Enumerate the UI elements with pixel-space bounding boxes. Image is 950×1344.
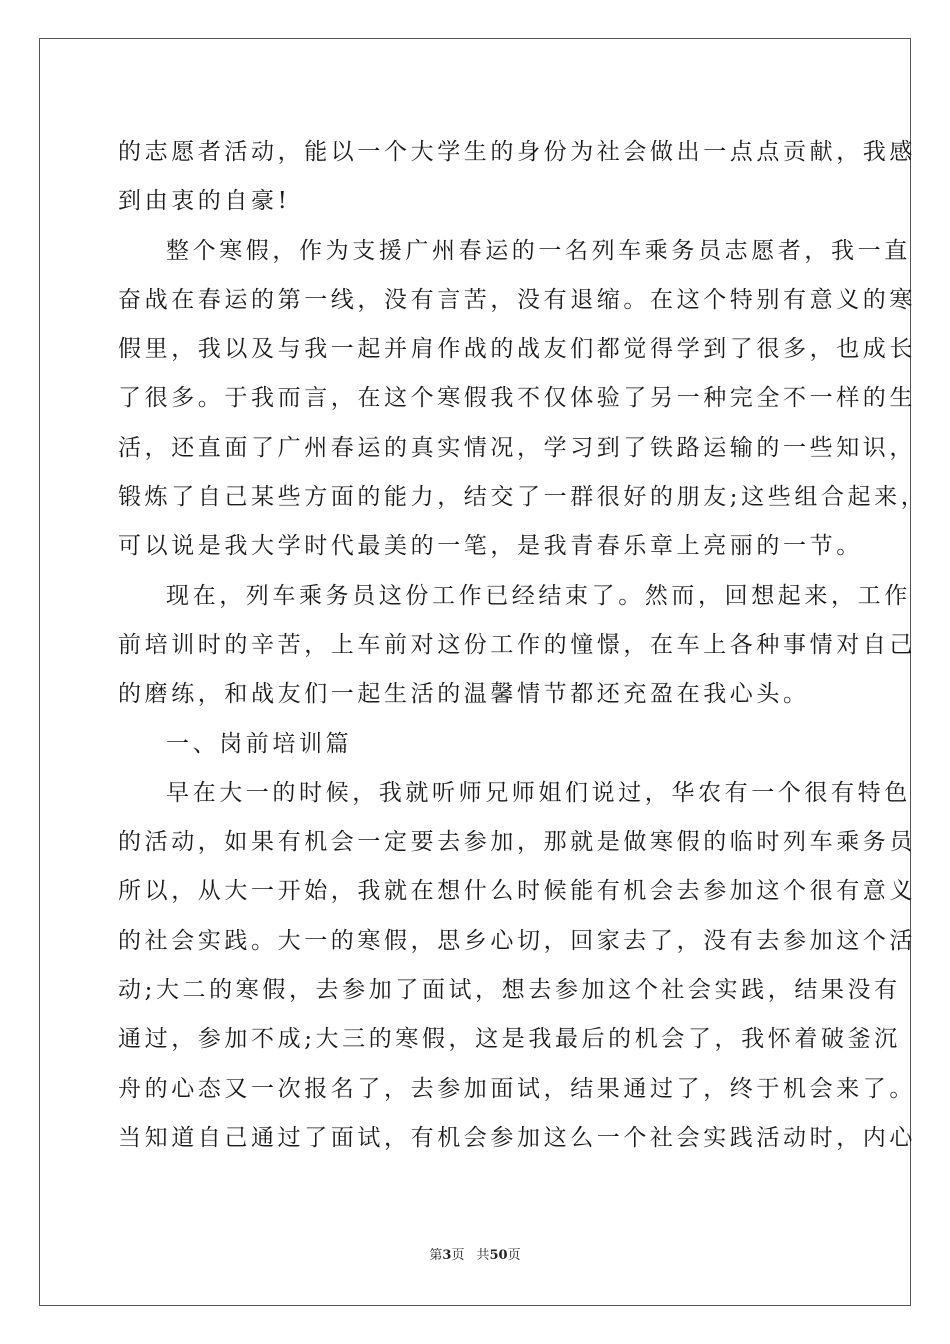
page-footer	[0, 1247, 950, 1265]
total-suffix: 页	[507, 1248, 521, 1263]
text-line: 了很多。于我而言，在这个寒假我不仅体验了另一种完全不一样的生	[118, 385, 916, 412]
text-line: 舟的心态又一次报名了，去参加面试，结果通过了，终于机会来了。	[118, 1075, 916, 1102]
current-page-number: 3	[442, 1248, 452, 1263]
text-line: 当知道自己通过了面试，有机会参加这么一个社会实践活动时，内心	[118, 1124, 916, 1151]
text-line: 所以，从大一开始，我就在想什么时候能有机会去参加这个很有意义	[118, 878, 916, 905]
text-line: 动;大二的寒假，去参加了面试，想去参加这个社会实践，结果没有	[118, 977, 901, 1004]
text-line: 的活动，如果有机会一定要去参加，那就是做寒假的临时列车乘务员	[118, 829, 916, 856]
text-line: 整个寒假，作为支援广州春运的一名列车乘务员志愿者，我一直	[166, 237, 911, 264]
text-line: 前培训时的辛苦，上车前对这份工作的憧憬，在车上各种事情对自己	[118, 631, 916, 658]
text-line: 到由衷的自豪!	[118, 188, 291, 215]
text-line: 早在大一的时候，我就听师兄师姐们说过，华农有一个很有特色	[166, 779, 911, 806]
text-line: 可以说是我大学时代最美的一笔，是我青春乐章上亮丽的一节。	[118, 533, 863, 560]
text-line: 的社会实践。大一的寒假，思乡心切，回家去了，没有去参加这个活	[118, 927, 916, 954]
text-line: 的志愿者活动，能以一个大学生的身份为社会做出一点点贡献，我感	[118, 139, 916, 165]
text-line: 奋战在春运的第一线，没有言苦，没有退缩。在这个特别有意义的寒	[118, 286, 916, 313]
text-line: 一、岗前培训篇	[166, 730, 353, 757]
text-line: 通过，参加不成;大三的寒假，这是我最后的机会了，我怀着破釜沉	[118, 1026, 901, 1053]
total-prefix: 共	[476, 1248, 490, 1263]
text-line: 的磨练，和战友们一起生活的温馨情节都还充盈在我心头。	[118, 681, 810, 708]
document-body	[118, 128, 928, 1163]
text-line: 假里，我以及与我一起并肩作战的战友们都觉得学到了很多，也成长	[118, 336, 916, 363]
text-line: 现在，列车乘务员这份工作已经结束了。然而，回想起来，工作	[166, 582, 911, 609]
text-line: 锻炼了自己某些方面的能力，结交了一群很好的朋友;这些组合起来，	[118, 484, 928, 511]
page-prefix: 第	[429, 1248, 443, 1263]
text-line: 活，还直面了广州春运的真实情况，学习到了铁路运输的一些知识，	[118, 434, 916, 461]
total-page-count: 50	[489, 1248, 508, 1263]
page-suffix: 页	[451, 1248, 465, 1263]
